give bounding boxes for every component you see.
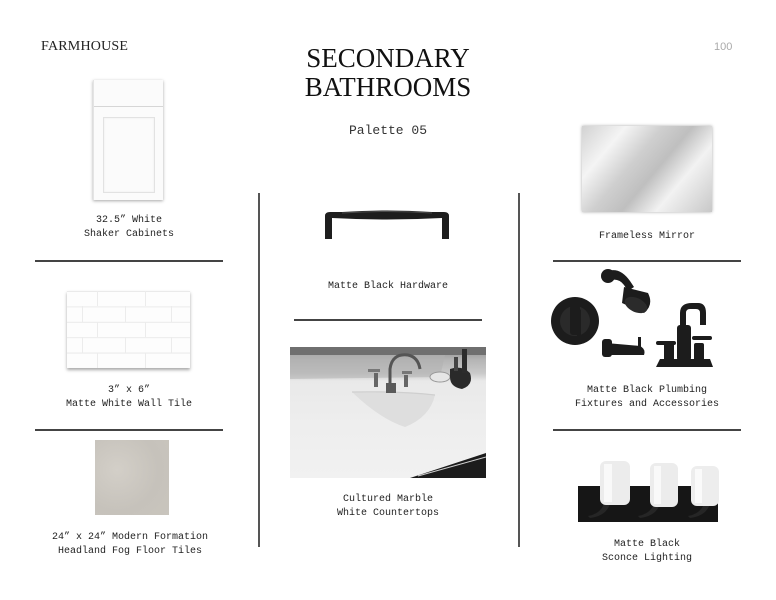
countertops-caption-line2: White Countertops bbox=[336, 508, 440, 519]
plumbing-caption-line2: Fixtures and Accessories bbox=[574, 399, 720, 410]
wall-tile-caption-line2: Matte White Wall Tile bbox=[65, 399, 193, 410]
cabinets-caption bbox=[35, 214, 223, 242]
cabinet-pull-icon bbox=[322, 208, 452, 242]
floor-tile-caption bbox=[25, 531, 235, 559]
column-divider-left bbox=[258, 193, 260, 547]
plumbing-caption bbox=[553, 384, 741, 412]
hardware-caption-line1: Matte Black Hardware bbox=[327, 281, 449, 292]
palette-subtitle: Palette 05 bbox=[348, 123, 427, 138]
countertops-caption-line1: Cultured Marble bbox=[342, 494, 433, 505]
mirror-caption bbox=[553, 230, 741, 244]
lighting-caption bbox=[553, 538, 741, 566]
wall-tile-caption-line1: 3” x 6” bbox=[107, 385, 150, 396]
subway-tile-icon bbox=[67, 291, 190, 368]
lighting-caption-line2: Sconce Lighting bbox=[601, 553, 692, 564]
mirror-caption-line1: Frameless Mirror bbox=[598, 231, 695, 242]
cabinets-caption-line2: Shaker Cabinets bbox=[83, 229, 174, 240]
page-number: 100 bbox=[714, 41, 733, 53]
countertop-sink-icon bbox=[290, 347, 486, 478]
plumbing-caption-line1: Matte Black Plumbing bbox=[586, 385, 708, 396]
row-divider-right-2 bbox=[553, 429, 741, 431]
floor-tile-caption-line1: 24” x 24” Modern Formation bbox=[51, 532, 209, 543]
wall-tile-caption bbox=[35, 384, 223, 412]
countertops-caption bbox=[294, 493, 482, 521]
cabinet-door-icon bbox=[93, 80, 163, 200]
title-line-2: BATHROOMS bbox=[304, 72, 472, 102]
cabinets-caption-line1: 32.5” White bbox=[95, 215, 162, 226]
hardware-caption bbox=[294, 280, 482, 294]
faucet-set-icon bbox=[548, 263, 720, 375]
mirror-icon bbox=[582, 126, 712, 212]
floor-tile-caption-line2: Headland Fog Floor Tiles bbox=[57, 546, 203, 557]
row-divider-center bbox=[294, 319, 482, 321]
sconce-light-icon bbox=[578, 458, 720, 524]
row-divider-left-1 bbox=[35, 260, 223, 262]
row-divider-right-1 bbox=[553, 260, 741, 262]
lighting-caption-line1: Matte Black bbox=[613, 539, 680, 550]
floor-tile-icon bbox=[95, 440, 169, 515]
column-divider-right bbox=[518, 193, 520, 547]
row-divider-left-2 bbox=[35, 429, 223, 431]
brand-label: FARMHOUSE bbox=[41, 39, 129, 54]
title-line-1: SECONDARY bbox=[306, 43, 470, 73]
cabinet-drawer-front bbox=[94, 80, 163, 107]
cabinet-shaker-panel bbox=[103, 117, 155, 193]
